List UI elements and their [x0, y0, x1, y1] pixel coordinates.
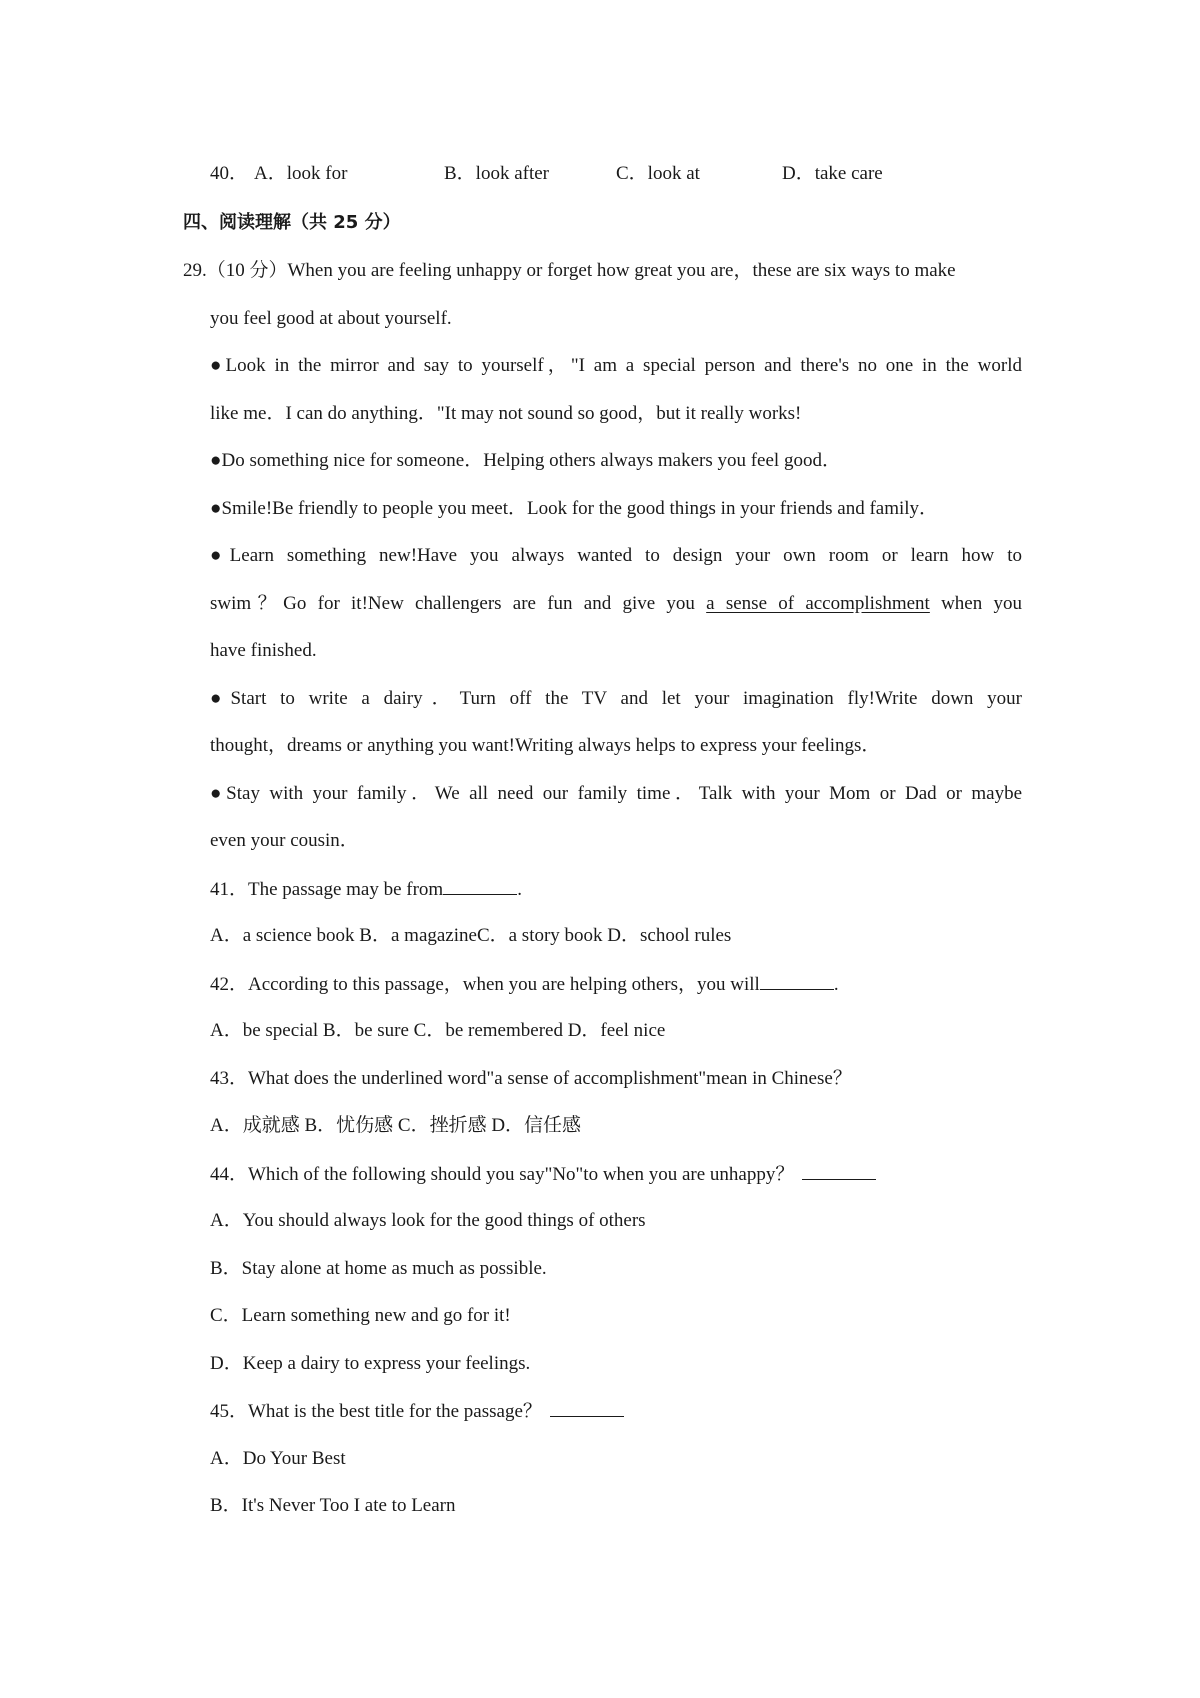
answer-blank [802, 1161, 876, 1180]
question-text: 45．What is the best title for the passage？ [210, 1401, 542, 1422]
bullet-learn-line-2 [210, 591, 1022, 617]
bullet-family-line-1: ●Stay with your family．We all need our family time．Talk with your Mom or Dad or maybe [210, 783, 1022, 804]
question-40-row [210, 161, 1010, 187]
question-text: 41．The passage may be from [210, 879, 444, 900]
question-end: . [517, 879, 522, 900]
question-end: . [833, 974, 839, 995]
question-44-option-b: B．Stay alone at home as much as possible. [210, 1258, 547, 1279]
option-c: C．look at [616, 163, 700, 184]
passage-intro-line-1: 29.（10 分）When you are feeling unhappy or forget how great you are，these are six ways to make [183, 260, 956, 281]
question-41-options: A．a science book B．a magazineC．a story book D．school rules [210, 925, 732, 946]
bullet-help-others: ●Do something nice for someone．Helping others always makers you feel good． [210, 450, 841, 471]
answer-blank [760, 971, 834, 990]
question-45 [210, 1398, 624, 1425]
question-44-option-c: C．Learn something new and go for it! [210, 1305, 511, 1326]
answer-blank [550, 1398, 624, 1417]
question-43-options: A．成就感 B．忧伤感 C．挫折感 D．信任感 [210, 1115, 582, 1136]
text-segment: when you [929, 593, 1022, 614]
bullet-learn-line-3: have finished. [210, 640, 317, 661]
option-d: D．take care [782, 163, 883, 184]
question-42-options: A．be special B．be sure C．be remembered D．feel nice [210, 1020, 666, 1041]
bullet-learn-line-1: ●Learn something new!Have you always wanted to design your own room or learn how to [210, 545, 1022, 566]
passage-intro-line-2: you feel good at about yourself. [210, 308, 452, 329]
question-45-option-b: B．It's Never Too I ate to Learn [210, 1495, 456, 1516]
answer-blank [443, 876, 517, 895]
bullet-diary-line-1: ●Start to write a dairy．Turn off the TV and let your imagination fly!Write down your [210, 688, 1022, 709]
question-44-option-d: D．Keep a dairy to express your feelings. [210, 1353, 531, 1374]
question-text: 42．According to this passage，when you are helping others，you will [210, 974, 760, 995]
option-a: A．look for [254, 163, 348, 184]
bullet-mirror-line-1: ●Look in the mirror and say to yourself，"I am a special person and there's no one in the world [210, 355, 1022, 376]
question-44 [210, 1161, 876, 1188]
bullet-mirror-line-2: like me．I can do anything．"It may not sound so good，but it really works! [210, 403, 802, 424]
bullet-family-line-2: even your cousin． [210, 830, 359, 851]
question-number: 40． [210, 163, 249, 184]
question-44-option-a: A．You should always look for the good things of others [210, 1210, 646, 1231]
question-45-option-a: A．Do Your Best [210, 1448, 346, 1469]
option-b: B．look after [444, 163, 550, 184]
text-segment: swim？Go for it!New challengers are fun and give you [210, 593, 707, 614]
bullet-diary-line-2: thought，dreams or anything you want!Writing always helps to express your feelings． [210, 735, 881, 756]
question-42 [210, 971, 839, 998]
question-41 [210, 876, 522, 903]
section-heading: 四、阅读理解（共 25 分） [183, 212, 401, 233]
bullet-smile: ●Smile!Be friendly to people you meet．Look for the good things in your friends and family． [210, 498, 939, 519]
underlined-phrase: a sense of accomplishment [706, 593, 930, 614]
question-43: 43．What does the underlined word"a sense of accomplishment"mean in Chinese？ [210, 1068, 852, 1089]
question-text: 44．Which of the following should you say"No"to when you are unhappy？ [210, 1164, 795, 1185]
